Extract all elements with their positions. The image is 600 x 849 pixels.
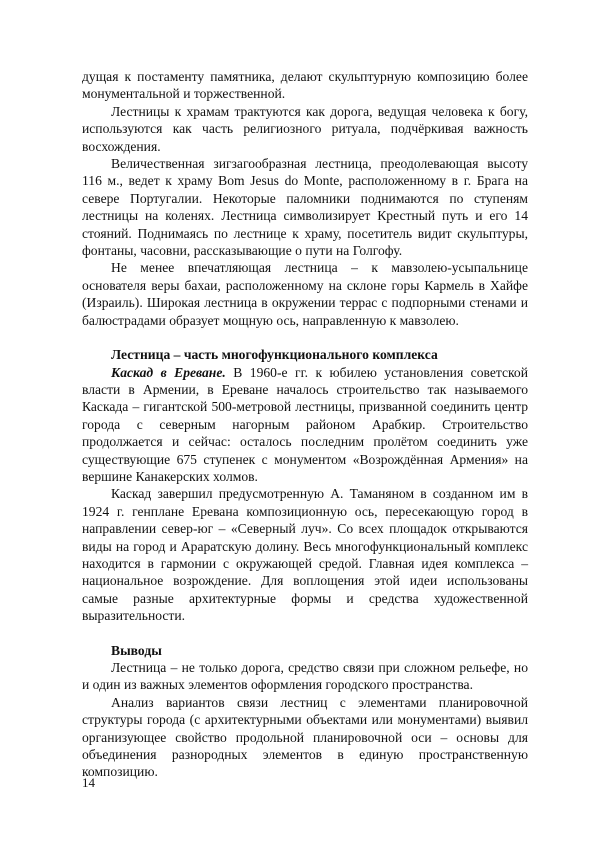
paragraph-haifa: Не менее впечатляющая лестница – к мавзолею-усыпальнице основателя веры бахаи, расположенному на склоне горы Кармель в Хайфе (Израиль). Широкая лестница в окружении террас с подпорными стенами и балюстрадами образует мощную ось, направленную к мавзолею.: [82, 260, 528, 328]
page-number: 14: [82, 775, 95, 790]
cascade-lead: Каскад в Ереване.: [111, 364, 226, 380]
paragraph-conclusion-2: Анализ вариантов связи лестниц с элементами планировочной структуры города (с архитектурными объектами или монументами) выявил организующее свойство продольной планировочной оси – основы для объединения разнородных элементов в единую пространственную композицию.: [82, 694, 528, 780]
paragraph-bom-jesus: Величественная зигзагообразная лестница, преодолевающая высоту 116 м., ведет к храму Bom Jesus do Monte, расположенному в г. Брага на севере Португалии. Некоторые паломники поднимаются по ступеням лестницы на коленях. Лестница символизирует Крестный путь и его 14 стояний. Поднимаясь по лестнице к храму, посетитель видит скульптуры, фонтаны, часовни, рассказывающие о пути на Голгофу.: [82, 156, 528, 259]
paragraph-continuation: дущая к постаменту памятника, делают скульптурную композицию более монументальной и торжественной.: [82, 69, 528, 102]
paragraph-cascade-2: Каскад завершил предусмотренную А. Таманяном в созданном им в 1924 г. генплане Еревана композиционную ось, пересекающую город в направлении север-юг – «Северный луч». Со всех площадок открываются виды на город и Араратскую долину. Весь многофункциональный комплекс находится в гармонии с окружающей средой. Главная идея комплекса – национальное возрождение. Для воплощения этой идеи использованы самые разные архитектурные формы и средства художественной выразительности.: [82, 486, 528, 624]
paragraph-cascade-1: [82, 364, 528, 486]
document-page: [82, 68, 528, 781]
paragraph-temples: Лестницы к храмам трактуются как дорога, ведущая человека к богу, используются как часть религиозного ритуала, подчёркивая важность восхождения.: [82, 103, 528, 154]
section-gap: [82, 329, 528, 346]
section-heading-conclusions: Выводы: [111, 642, 162, 658]
section-heading-complex: Лестница – часть многофункционального комплекса: [111, 347, 438, 363]
cascade-body: В 1960-е гг. к юбилею установления советской власти в Армении, в Ереване началось строительство так называемого Каскада – гигантской 500-метровой лестницы, призванной соединить центр города с северным нагорным районом Арабкир. Строительство продолжается и сейчас: осталось последним пролётом соединить уже существующие 675 ступенек с монументом «Возрождённая Армения» на вершине Канакерских холмов.: [82, 364, 528, 484]
paragraph-conclusion-1: Лестница – не только дорога, средство связи при сложном рельефе, но и один из важных элементов оформления городского пространства.: [82, 660, 528, 693]
section-gap: [82, 625, 528, 642]
